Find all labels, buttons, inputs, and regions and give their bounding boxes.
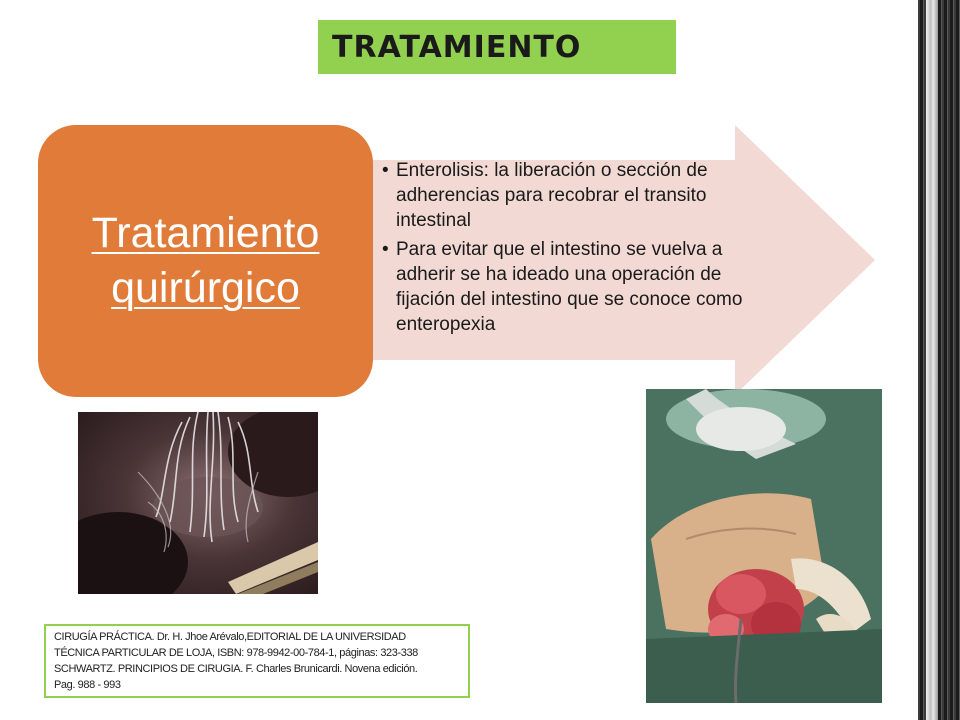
adhesions-photo [78,412,318,594]
title-banner [318,20,676,74]
decorative-side-strip [918,0,960,720]
bullet-text: Para evitar que el intestino se vuelva a adherir se ha ideado una operación de fijación del intestino que se conoce como enteropexia [396,239,743,335]
treatment-label-box [38,125,373,397]
list-item: • Para evitar que el intestino se vuelva a adherir se ha ideado una operación de fijación del intestino que se conoce como enteropexia [382,237,782,337]
reference-line: CIRUGÍA PRÁCTICA. Dr. H. Jhoe Arévalo,EDITORIAL DE LA UNIVERSIDAD [54,631,406,643]
bullet-text: Enterolisis: la liberación o sección de adherencias para recobrar el transito intestinal [396,160,708,231]
reference-line: Pag. 988 - 993 [54,679,121,691]
list-item: • Enterolisis: la liberación o sección de adherencias para recobrar el transito intestinal [382,158,782,233]
reference-box [44,624,470,698]
reference-line: TÉCNICA PARTICULAR DE LOJA, ISBN: 978-9942-00-784-1, páginas: 323-338 [54,647,418,659]
treatment-label: Tratamiento quirúrgico [91,209,320,312]
reference-line: SCHWARTZ. PRINCIPIOS DE CIRUGIA. F. Charles Brunicardi. Novena edición. [54,663,418,675]
surgery-photo [646,389,882,703]
bullet-list [382,158,782,341]
page-title: TRATAMIENTO [332,29,582,65]
